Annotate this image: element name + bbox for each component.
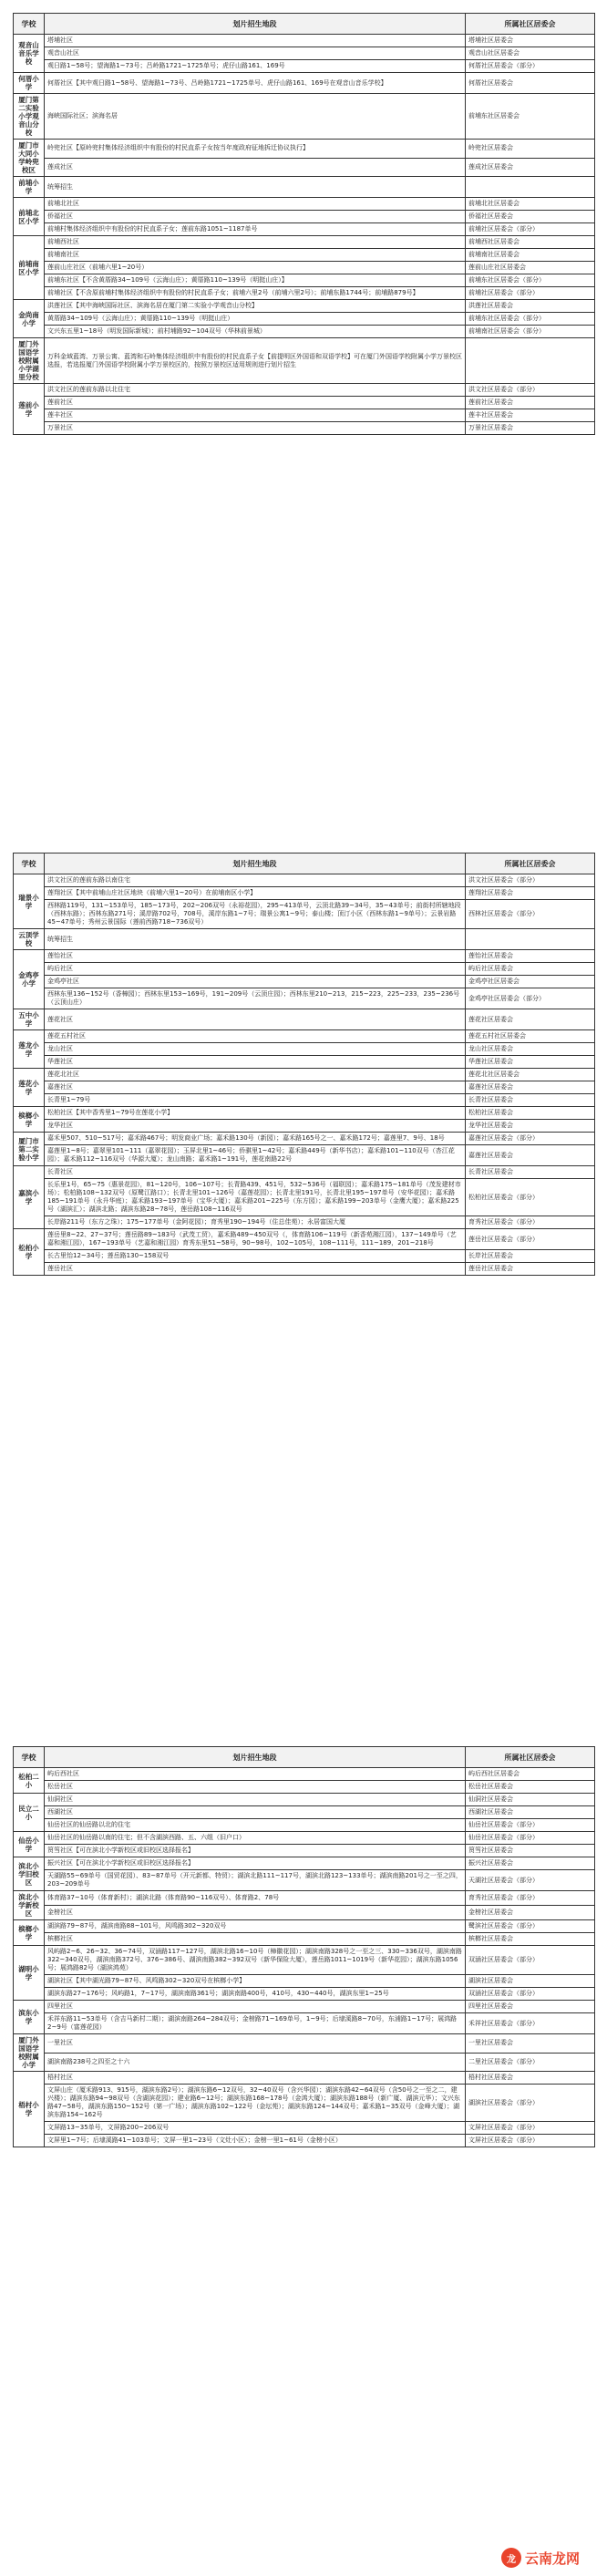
enrollment-area: 洪文社区的莲前东路以南住宅: [45, 874, 466, 887]
table-row: [14, 338, 595, 384]
table-row: [14, 2001, 595, 2013]
enrollment-area: 体育路37~10号（体育新村）；湖滨北路（体育路90~116双号）、体育路2、78号: [45, 1891, 466, 1906]
table-row: [14, 326, 595, 338]
table-row: [14, 1030, 595, 1043]
table-row: [14, 1179, 595, 1216]
enrollment-area: 观日路1~58号；望海路1~73号；吕岭路1721~1725单号；虎仔山路161、169号: [45, 60, 466, 73]
table-row: [14, 900, 595, 929]
enrollment-area: 前埔南社区: [45, 249, 466, 262]
table-row: [14, 1069, 595, 1081]
table-row: [14, 300, 595, 313]
table-row: [14, 1933, 595, 1946]
enrollment-area: 西湖社区: [45, 1806, 466, 1819]
school-name: 前埔北区小学: [14, 198, 45, 236]
enrollment-area: 嘉禾里507、510~517号；嘉禾路467号；明发商业广场；嘉禾路130号（新园）；嘉禾路165号之一、嘉禾路172号；嘉莲里7、9号、18号: [45, 1133, 466, 1145]
community-committee: 四里社区居委会: [466, 2001, 595, 2013]
enrollment-area: 筼筜社区【可在滨北小学新校区或旧校区选择报名】: [45, 1845, 466, 1857]
community-committee: 前埔北社区居委会: [466, 198, 595, 211]
community-committee: 前埔南社区居委会（部分）: [466, 326, 595, 338]
table-row: [14, 1216, 595, 1229]
table-row: [14, 1263, 595, 1276]
table-row: [14, 929, 595, 950]
table-row: [14, 73, 595, 94]
community-committee: 侨福社区居委会: [466, 211, 595, 223]
community-committee: [466, 338, 595, 384]
community-committee: 振兴社区居委会: [466, 1857, 595, 1870]
enrollment-area: 梧村社区: [45, 2072, 466, 2085]
site-watermark: [501, 2545, 600, 2571]
enrollment-area: 天湖路55~69单号（国贸花园）、83~87单号（开元新都、特贸）；湖滨北路111~117号，湖滨北路123~133单号；湖滨南路201号之一至之四，203~209单号: [45, 1870, 466, 1891]
enrollment-area: 莲前山庄社区（前埔六里1~20号）: [45, 262, 466, 274]
community-committee: 嘉莲社区居委会（部分）: [466, 1133, 595, 1145]
table-row: [14, 963, 595, 976]
header-row: [14, 1747, 595, 1768]
community-committee: 长岸社区居委会: [466, 1250, 595, 1263]
community-committee: 华莲社区居委会: [466, 1056, 595, 1069]
enrollment-area: 湖滨社区【其中湖光路79~87号、风鸣路302~320双号在槟榔小学】: [45, 1975, 466, 1988]
community-committee: 莲岳社区居委会（部分）: [466, 1229, 595, 1250]
table-row: [14, 274, 595, 287]
table-row: [14, 1906, 595, 1920]
enrollment-area: 嘉莲里1~8号；嘉翠里101~111（嘉翠花园）；玉屏北里1~46号；侨骐里1~42号；嘉禾路449号（新华书店）；嘉禾路101~110双号（杏江花园）；嘉禾路112~116双号（华源大厦）；龙山南路；嘉禾路1~191号，莲花南路22号: [45, 1145, 466, 1166]
school-name: 云顶学校: [14, 929, 45, 950]
enrollment-area: 长青社区: [45, 1166, 466, 1179]
table-row: [14, 35, 595, 47]
community-committee: 天湖社区居委会（部分）: [466, 1870, 595, 1891]
enrollment-area: 松柏社区【其中香秀里1~79号在莲花小学】: [45, 1107, 466, 1120]
community-committee: 莲岳社区居委会: [466, 1263, 595, 1276]
header-row: [14, 853, 595, 874]
community-committee: 松柏社区居委会（部分）: [466, 1179, 595, 1216]
header-area: 划片招生地段: [45, 1747, 466, 1768]
community-committee: 湖滨社区居委会（部分）: [466, 2085, 595, 2122]
community-committee: 前埔南社区居委会: [466, 249, 595, 262]
table-row: [14, 1120, 595, 1133]
community-committee: 西湖社区居委会: [466, 1806, 595, 1819]
watermark-logo-icon: 龙: [501, 2548, 521, 2568]
school-name: 莲龙小学: [14, 1030, 45, 1069]
enrollment-area: 莲花北社区: [45, 1069, 466, 1081]
enrollment-area: 侨福社区: [45, 211, 466, 223]
table-row: [14, 1009, 595, 1030]
enrollment-area: 黄厝路34~109号（云海山庄）；黄厝路110~139号（明挺山庄）: [45, 313, 466, 326]
table-row: [14, 158, 595, 177]
community-committee: 嘉莲社区居委会: [466, 1145, 595, 1166]
community-committee: 禾祥社区居委会（部分）: [466, 2013, 595, 2034]
table-row: [14, 223, 595, 236]
enrollment-area: 万景社区: [45, 422, 466, 435]
community-committee: 湖滨社区居委会: [466, 1975, 595, 1988]
school-name: 前埔南区小学: [14, 236, 45, 300]
community-committee: 莲花北社区居委会: [466, 1069, 595, 1081]
enrollment-area: 西林东里136~152号（香樟园）；西林东里153~169号，191~209号（云顶庄园）；西林东里210~213，215~223，225~233，235~236号（云顶山庄）: [45, 988, 466, 1009]
community-committee: 前埔东社区居委会（部分）: [466, 313, 595, 326]
enrollment-table-3: [13, 1746, 595, 2147]
table-row: [14, 1043, 595, 1056]
enrollment-area: 塔埔社区: [45, 35, 466, 47]
enrollment-area: 嘉莲社区: [45, 1081, 466, 1094]
enrollment-area: 仙洞社区: [45, 1794, 466, 1806]
school-name: 滨东小学: [14, 2001, 45, 2034]
community-committee: 莲花五村社区居委会: [466, 1030, 595, 1043]
table-row: [14, 2053, 595, 2072]
school-name: 梧村小学: [14, 2072, 45, 2147]
table-row: [14, 1133, 595, 1145]
enrollment-area: 文兴东五里1~18号（明发国际新城）；前村埔路92~104双号（华林前景城）: [45, 326, 466, 338]
table-row: [14, 397, 595, 409]
community-committee: [466, 929, 595, 950]
community-committee: 松柏社区居委会: [466, 1107, 595, 1120]
table-row: [14, 1250, 595, 1263]
table-row: [14, 1081, 595, 1094]
table-row: [14, 384, 595, 397]
enrollment-area: 长青里1~79号: [45, 1094, 466, 1107]
enrollment-area: 前埔北社区: [45, 198, 466, 211]
table-row: [14, 1166, 595, 1179]
school-name: 滨北小学旧校区: [14, 1857, 45, 1891]
table-row: [14, 236, 595, 249]
school-name: 莲前小学: [14, 384, 45, 435]
enrollment-area: 统筹招生: [45, 177, 466, 198]
table-row: [14, 887, 595, 900]
community-committee: [466, 177, 595, 198]
community-committee: 何厝社区居委会: [466, 73, 595, 94]
enrollment-area: 仙岳社区的仙岳路以南的住宅；但不含湖滨西路、五、六组（旧户口）: [45, 1832, 466, 1845]
community-committee: 莲花社区居委会: [466, 1009, 595, 1030]
table-row: [14, 1975, 595, 1988]
enrollment-area: 龙山社区: [45, 1043, 466, 1056]
school-name: 湖明小学: [14, 1946, 45, 2001]
enrollment-table-2: [13, 853, 595, 1276]
school-name: 滨北小学新校区: [14, 1891, 45, 1920]
community-committee: 屿后西社区居委会: [466, 1768, 595, 1781]
school-name: 瑞景小学: [14, 874, 45, 929]
enrollment-area: 莲岳里8~22、27~37号；莲岳路89~183号（武茂工贸），嘉禾路489~450双号（，体育路106~119号（新香苑湘江园），137~149单号（艺嘉和湘江园），167~193单号（艺嘉和湘江园）育秀东里51~58号，90~98号，102~105号，108~111号，111~189，201~218号: [45, 1229, 466, 1250]
enrollment-area: 前埔东社区【不含黄厝路34~109号（云海山庄）；黄厝路110~139号（明挺山庄）】: [45, 274, 466, 287]
enrollment-area: 屿后西社区: [45, 1768, 466, 1781]
school-name: 厦门市大同小学岭兜校区: [14, 140, 45, 177]
table-row: [14, 287, 595, 300]
community-committee: 金榜社区居委会: [466, 1906, 595, 1920]
enrollment-area: 何厝社区【其中观日路1~58号、望海路1~73号、吕岭路1721~1725单号、虎仔山路161、169号在观音山音乐学校】: [45, 73, 466, 94]
community-committee: 育秀社区居委会（部分）: [466, 1216, 595, 1229]
community-committee: 前埔社区居委会（部分）: [466, 287, 595, 300]
table-row: [14, 409, 595, 422]
enrollment-area: 四里社区: [45, 2001, 466, 2013]
header-school: 学校: [14, 853, 45, 874]
table-row: [14, 976, 595, 988]
enrollment-area: 西林路119号，131~153单号，185~173号，202~206双号（永裕花园），295~413单号，云顶北路39~34号，35~43单号；前街村所辖地段（西林东路）；西林东路271号；溪岸路702号，708号，溪岸东路1~7号；瑞景公寓1~9号；泰山楼；顶汀小区（西林东路1~9单号）；云景岩路45~47单号；秀州云景国际（莲前西路718~736双号）: [45, 900, 466, 929]
enrollment-area: 莲花五村社区: [45, 1030, 466, 1043]
enrollment-area: 海峡国际社区；滨海名居: [45, 94, 466, 140]
enrollment-area: 一里社区: [45, 2034, 466, 2054]
table-row: [14, 1781, 595, 1794]
community-committee: 槟榔社区居委会: [466, 1933, 595, 1946]
community-committee: 何厝社区居委会（部分）: [466, 60, 595, 73]
school-name: 厦门市第二实验小学: [14, 1133, 45, 1166]
school-name: 仙岳小学: [14, 1832, 45, 1857]
community-committee: 长青社区居委会: [466, 1166, 595, 1179]
enrollment-area: 文屏路13~35单号，文屏路200~206双号: [45, 2122, 466, 2135]
table-row: [14, 1845, 595, 1857]
community-committee: 莲前山庄社区居委会: [466, 262, 595, 274]
header-school: 学校: [14, 14, 45, 35]
table-row: [14, 2013, 595, 2034]
school-name: 何厝小学: [14, 73, 45, 94]
header-area: 划片招生地段: [45, 14, 466, 35]
community-committee: 前埔西社区居委会: [466, 236, 595, 249]
community-committee: 西林社区居委会（部分）: [466, 900, 595, 929]
school-name: 槟榔小学: [14, 1107, 45, 1133]
enrollment-area: 风屿路2~6、26~32、36~74号，双涵路117~127号，湖滨北路16~10号（樟徽花园）；湖滨南路328号之一至之三、330~336双号，湖滨南路322~340双号，湖滨南路372号、376~386号、湖滨南路382~392双号（新华保险大厦），莲岳路1011~1019号（新华花园）；湖滨东路1056号；展鸿路82号（湖滨鸿苑）: [45, 1946, 466, 1975]
enrollment-area: 禾祥东路11~53单号（含吉马新村二期）；湖滨南路264~284双号；金榜路71~169单号，1~9号；后埭溪路8~70号，东浦路1~17号；展鸿路2~9号（富莲花园）: [45, 2013, 466, 2034]
enrollment-area: 屿后社区: [45, 963, 466, 976]
header-community: 所属社区居委会: [466, 853, 595, 874]
community-committee: 莲怡社区居委会: [466, 950, 595, 963]
table-row: [14, 1946, 595, 1975]
community-committee: 金鸡亭社区居委会（部分）: [466, 988, 595, 1009]
community-committee: 莲前社区居委会: [466, 397, 595, 409]
community-committee: 双涵社区居委会（部分）: [466, 1946, 595, 1975]
table-row: [14, 1107, 595, 1120]
enrollment-area: 万科金域蓝湾、万景公寓、蓝湾和石岭集体经济组织中有股份的村民直系子女【前提明区外国语和双语学校】可在厦门外国语学校附属小学万景校区选报，若选报厦门外国语学校附属小学万景校区的，按照万景校区适用规则进行划片招生: [45, 338, 466, 384]
table-row: [14, 874, 595, 887]
community-committee: 屿后社区居委会: [466, 963, 595, 976]
school-name: 民立二小: [14, 1794, 45, 1832]
community-committee: 前埔东社区居委会: [466, 94, 595, 140]
community-committee: 长青社区居委会: [466, 1094, 595, 1107]
table-row: [14, 1794, 595, 1806]
community-committee: 仙岳社区居委会（部分）: [466, 1819, 595, 1832]
community-committee: 前埔东社区居委会（部分）: [466, 274, 595, 287]
table-row: [14, 2034, 595, 2054]
table-row: [14, 1891, 595, 1906]
enrollment-area: 湖滨东路27~176号；风屿路1，7~17号，湖滨南路361号；湖滨南路400号，410号，430~440号，湖滨东里1~25号: [45, 1988, 466, 2001]
table-row: [14, 988, 595, 1009]
table-row: [14, 198, 595, 211]
community-committee: 塔埔社区居委会: [466, 35, 595, 47]
header-area: 划片招生地段: [45, 853, 466, 874]
enrollment-area: 文屏山庄（厦禾路913、915号，湖滨东路2号）；湖滨东路6~12双号，32~40双号（含兴华园）；湖滨东路42~64双号（含50号之一至之二，建兴楼）；湖滨东路94~98双号（含湖滨花园）；建业路6~12号；湖滨东路168~178号（金鸿大厦）；湖滨东路188号（新广厦、湖滨元华）；文兴东路47~58号，湖滨东路150~152号（第一广场）；湖滨东路102~122号（金坛苑）；湖滨东路124~144双号；嘉禾路1~35双号（金峰大厦）；湖滨东路154~162号: [45, 2085, 466, 2122]
table-row: [14, 60, 595, 73]
community-committee: 鹭滨社区居委会（部分）: [466, 1920, 595, 1933]
enrollment-area: 振兴社区【可在滨北小学新校区或旧校区选择报名】: [45, 1857, 466, 1870]
community-committee: 一里社区居委会: [466, 2034, 595, 2054]
enrollment-area: 莲丰社区: [45, 409, 466, 422]
community-committee: 龙山社区居委会: [466, 1043, 595, 1056]
community-committee: 莲丰社区居委会: [466, 409, 595, 422]
school-name: 嘉滨小学: [14, 1166, 45, 1229]
school-name: 厦门外国语学校附属小学湖里分校: [14, 338, 45, 384]
enrollment-area: 文屏里1~7号；后埭溪路41~103单号；文屏一里1~23号（文灶小区）；金榜一里1~61号（金榜小区）: [45, 2135, 466, 2147]
table-row: [14, 950, 595, 963]
community-committee: 岭兜社区居委会: [466, 140, 595, 159]
enrollment-area: 华莲社区: [45, 1056, 466, 1069]
page-2: [0, 853, 607, 1691]
community-committee: 洪文社区居委会（部分）: [466, 874, 595, 887]
community-committee: 松岳社区居委会: [466, 1781, 595, 1794]
enrollment-area: 莲花社区: [45, 1009, 466, 1030]
enrollment-area: 松岳社区: [45, 1781, 466, 1794]
table-row: [14, 2072, 595, 2085]
school-name: 金尚南小学: [14, 300, 45, 338]
enrollment-area: 金鸡亭社区: [45, 976, 466, 988]
enrollment-table-1: [13, 13, 595, 435]
table-row: [14, 249, 595, 262]
table-row: [14, 47, 595, 60]
enrollment-area: 湖滨路79~87号，湖滨南路88~101号，风鸣路302~320双号: [45, 1920, 466, 1933]
community-committee: 双涵社区居委会（部分）: [466, 1988, 595, 2001]
school-name: 五中小学: [14, 1009, 45, 1030]
school-name: 厦门第二实验小学观音山分校: [14, 94, 45, 140]
community-committee: 洪莲社区居委会: [466, 300, 595, 313]
table-row: [14, 1768, 595, 1781]
enrollment-area: 莲翔社区【其中前埔山庄社区地块（前埔六里1~20号）在前埔南区小学】: [45, 887, 466, 900]
table-row: [14, 1832, 595, 1845]
school-name: 松柏小学: [14, 1229, 45, 1276]
enrollment-area: 洪莲社区【其中海峡国际社区、滨海名居在厦门第二实验小学观音山分校】: [45, 300, 466, 313]
table-row: [14, 1857, 595, 1870]
enrollment-area: 莲前社区: [45, 397, 466, 409]
table-row: [14, 1988, 595, 2001]
table-row: [14, 2135, 595, 2147]
enrollment-area: 统筹招生: [45, 929, 466, 950]
school-name: 前埔小学: [14, 177, 45, 198]
header-community: 所属社区居委会: [466, 1747, 595, 1768]
enrollment-area: 金榜社区: [45, 1906, 466, 1920]
table-row: [14, 1819, 595, 1832]
school-name: 莲花小学: [14, 1069, 45, 1107]
school-name: 金鸡亭小学: [14, 950, 45, 1009]
community-committee: 嘉莲社区居委会: [466, 1081, 595, 1094]
community-committee: 二里社区居委会（部分）: [466, 2053, 595, 2072]
table-row: [14, 1094, 595, 1107]
table-row: [14, 2085, 595, 2122]
enrollment-area: 前埔西社区: [45, 236, 466, 249]
table-row: [14, 94, 595, 140]
table-row: [14, 1870, 595, 1891]
table-row: [14, 177, 595, 198]
enrollment-area: 湖滨南路238号之四至之十六: [45, 2053, 466, 2072]
enrollment-area: 前埔社区【不含原前埔村集体经济组织中有股份的村民直系子女；前埔六里2号（前埔六里2号）；前埔东路1744号；前埔路879号】: [45, 287, 466, 300]
table-row: [14, 262, 595, 274]
page-1: [0, 0, 607, 802]
table-row: [14, 211, 595, 223]
community-committee: 仙洞社区居委会: [466, 1794, 595, 1806]
community-committee: 龙华社区居委会: [466, 1120, 595, 1133]
enrollment-area: 仙岳社区的仙岳路以北的住宅: [45, 1819, 466, 1832]
enrollment-area: 长乐里1号，65~75（惠景花园），81~120号，106~107号；长青路439、451号，532~536号（福联园）；嘉禾路175~181单号（茂发建材市场）；松柏路108~132双号（原鹭江路口）；长青北里101~126号（嘉莲花园）；长青北里191号，长青北里195~197单号（安华花园）；嘉禾路185~191单号（永升华庭）；嘉禾路193~197单号（宝华大厦）；嘉禾路201~225号（东方园）；嘉禾路199~203单号（金鹰大厦）；嘉禾路225号（湖滨汇）；湖滨北路；湖滨东路28~78号，莲岳路108~116双号: [45, 1179, 466, 1216]
table-row: [14, 313, 595, 326]
community-committee: 育秀社区居委会（部分）: [466, 1891, 595, 1906]
enrollment-area: 洪文社区的莲前东路以北住宅: [45, 384, 466, 397]
community-committee: 洪文社区居委会（部分）: [466, 384, 595, 397]
enrollment-area: 前埔村集体经济组织中有股份的村民直系子女；莲前东路1051~1187单号: [45, 223, 466, 236]
enrollment-area: 长岸路211号（东方之珠）；175~177单号（金阿花园）；育秀里190~194号（住总佳苑）；永居富国大厦: [45, 1216, 466, 1229]
table-row: [14, 1806, 595, 1819]
header-community: 所属社区居委会: [466, 14, 595, 35]
enrollment-area: 槟榔社区: [45, 1933, 466, 1946]
table-row: [14, 422, 595, 435]
table-row: [14, 2122, 595, 2135]
community-committee: 筼筜社区居委会: [466, 1845, 595, 1857]
community-committee: 万景社区居委会: [466, 422, 595, 435]
community-committee: 仙岳社区居委会（部分）: [466, 1832, 595, 1845]
community-committee: 前埔社区居委会（部分）: [466, 223, 595, 236]
community-committee: 文屏社区居委会（部分）: [466, 2122, 595, 2135]
enrollment-area: 岭兜社区【原岭兜村集体经济组织中有股份的村民直系子女按当年度政府征地拆迁协议执行】: [45, 140, 466, 159]
school-name: 观音山音乐学校: [14, 35, 45, 73]
enrollment-area: 长古里怡12~34号；莲岳路130~158双号: [45, 1250, 466, 1263]
enrollment-area: 莲怡社区: [45, 950, 466, 963]
school-name: 槟榔小学: [14, 1920, 45, 1946]
community-committee: 文屏社区居委会（部分）: [466, 2135, 595, 2147]
enrollment-area: 莲成社区: [45, 158, 466, 177]
table-row: [14, 140, 595, 159]
community-committee: 观音山社区居委会: [466, 47, 595, 60]
enrollment-area: 观音山社区: [45, 47, 466, 60]
table-row: [14, 1229, 595, 1250]
watermark-text: 云南龙网: [525, 2550, 581, 2567]
community-committee: 梧村社区居委会: [466, 2072, 595, 2085]
school-name: 松柏二小: [14, 1768, 45, 1794]
table-row: [14, 1920, 595, 1933]
enrollment-area: 龙华社区: [45, 1120, 466, 1133]
community-committee: 金鸡亭社区居委会: [466, 976, 595, 988]
community-committee: 莲成社区居委会: [466, 158, 595, 177]
table-row: [14, 1056, 595, 1069]
header-school: 学校: [14, 1747, 45, 1768]
header-row: [14, 14, 595, 35]
community-committee: 莲翔社区居委会: [466, 887, 595, 900]
enrollment-area: 莲岳社区: [45, 1263, 466, 1276]
table-row: [14, 1145, 595, 1166]
school-name: 厦门外国语学校附属小学: [14, 2034, 45, 2072]
page-3: [0, 1746, 607, 2567]
